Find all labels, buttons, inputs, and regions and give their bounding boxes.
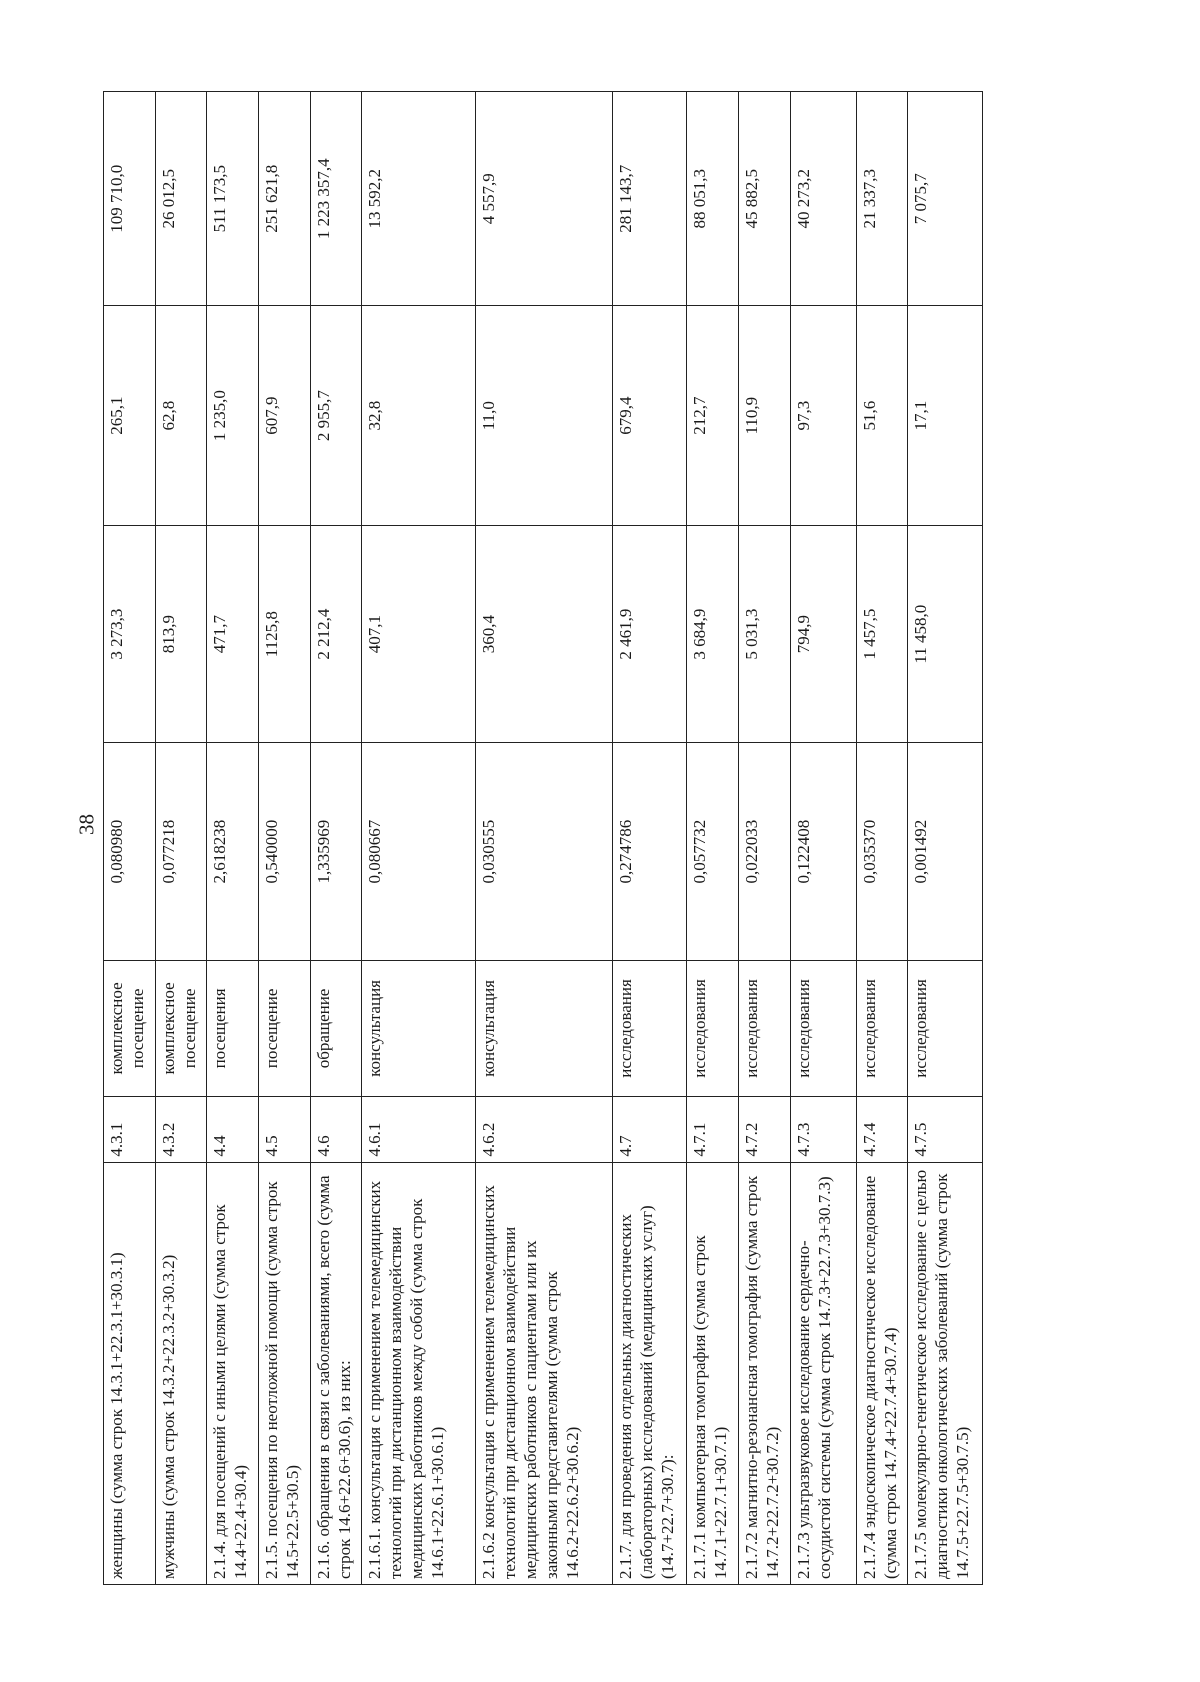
- table-row: [476, 92, 612, 1585]
- row-name: 2.1.7.3 ультразвуковое исследование сердечно-сосудистой системы (сумма строк 14.7.3+22.7.3+30.7.3): [790, 1162, 856, 1584]
- row-code: 4.3.1: [104, 1097, 156, 1163]
- row-name: 2.1.5. посещения по неотложной помощи (сумма строк 14.5+22.5+30.5): [258, 1162, 310, 1584]
- row-name: мужчины (сумма строк 14.3.2+22.3.2+30.3.2): [155, 1162, 207, 1584]
- row-total: 21 337,3: [856, 92, 908, 306]
- row-code: 4.7.1: [687, 1097, 739, 1163]
- table-row: [856, 92, 908, 1585]
- row-name: 2.1.6.2 консультация с применением телемедицинских технологий при дистанционном взаимодействии медицинских работников с пациентами или их законными представителями (сумма строк 14.6.2+22.6.2+30.6.2): [476, 1162, 612, 1584]
- row-cost: 360,4: [476, 525, 612, 742]
- table-row: [104, 92, 156, 1585]
- row-norm: 0,540000: [258, 743, 310, 960]
- row-per-capita: 110,9: [739, 306, 791, 526]
- row-total: 45 882,5: [739, 92, 791, 306]
- row-per-capita: 2 955,7: [310, 306, 362, 526]
- row-unit: посещения: [207, 960, 259, 1096]
- rotated-table-container: [103, 91, 983, 1585]
- row-total: 13 592,2: [362, 92, 476, 306]
- row-per-capita: 679,4: [612, 306, 687, 526]
- row-cost: 2 212,4: [310, 525, 362, 742]
- row-cost: 11 458,0: [908, 525, 983, 742]
- row-cost: 794,9: [790, 525, 856, 742]
- row-unit: исследования: [687, 960, 739, 1096]
- row-cost: 407,1: [362, 525, 476, 742]
- row-name: 2.1.6. обращения в связи с заболеваниями, всего (сумма строк 14.6+22.6+30.6), из них:: [310, 1162, 362, 1584]
- row-cost: 471,7: [207, 525, 259, 742]
- row-per-capita: 265,1: [104, 306, 156, 526]
- row-unit: посещение: [258, 960, 310, 1096]
- row-norm: 0,057732: [687, 743, 739, 960]
- row-unit: обращение: [310, 960, 362, 1096]
- row-per-capita: 212,7: [687, 306, 739, 526]
- row-norm: 0,077218: [155, 743, 207, 960]
- row-total: 511 173,5: [207, 92, 259, 306]
- row-per-capita: 62,8: [155, 306, 207, 526]
- row-code: 4.7.5: [908, 1097, 983, 1163]
- row-code: 4.7: [612, 1097, 687, 1163]
- row-per-capita: 32,8: [362, 306, 476, 526]
- row-code: 4.7.4: [856, 1097, 908, 1163]
- row-total: 109 710,0: [104, 92, 156, 306]
- row-total: 251 621,8: [258, 92, 310, 306]
- row-total: 4 557,9: [476, 92, 612, 306]
- row-unit: исследования: [739, 960, 791, 1096]
- row-per-capita: 607,9: [258, 306, 310, 526]
- row-norm: 0,274786: [612, 743, 687, 960]
- row-norm: 0,022033: [739, 743, 791, 960]
- row-name: 2.1.7.4 эндоскопическое диагностическое исследование (сумма строк 14.7.4+22.7.4+30.7.4): [856, 1162, 908, 1584]
- row-norm: 0,030555: [476, 743, 612, 960]
- row-unit: комплексное посещение: [155, 960, 207, 1096]
- row-total: 88 051,3: [687, 92, 739, 306]
- row-norm: 0,080667: [362, 743, 476, 960]
- page-number: 38: [74, 814, 99, 835]
- row-code: 4.6.1: [362, 1097, 476, 1163]
- row-cost: 2 461,9: [612, 525, 687, 742]
- row-norm: 0,035370: [856, 743, 908, 960]
- row-norm: 0,001492: [908, 743, 983, 960]
- row-total: 26 012,5: [155, 92, 207, 306]
- row-name: 2.1.7.1 компьютерная томография (сумма строк 14.7.1+22.7.1+30.7.1): [687, 1162, 739, 1584]
- row-unit: консультация: [476, 960, 612, 1096]
- row-norm: 0,122408: [790, 743, 856, 960]
- table-row: [612, 92, 687, 1585]
- row-code: 4.6: [310, 1097, 362, 1163]
- row-code: 4.5: [258, 1097, 310, 1163]
- table-row: [362, 92, 476, 1585]
- row-per-capita: 17,1: [908, 306, 983, 526]
- row-cost: 3 684,9: [687, 525, 739, 742]
- row-code: 4.7.2: [739, 1097, 791, 1163]
- row-total: 1 223 357,4: [310, 92, 362, 306]
- row-code: 4.7.3: [790, 1097, 856, 1163]
- row-name: женщины (сумма строк 14.3.1+22.3.1+30.3.1): [104, 1162, 156, 1584]
- row-unit: исследования: [856, 960, 908, 1096]
- row-code: 4.3.2: [155, 1097, 207, 1163]
- row-per-capita: 11,0: [476, 306, 612, 526]
- row-per-capita: 97,3: [790, 306, 856, 526]
- row-unit: исследования: [790, 960, 856, 1096]
- table-row: [155, 92, 207, 1585]
- row-total: 40 273,2: [790, 92, 856, 306]
- row-per-capita: 1 235,0: [207, 306, 259, 526]
- row-name: 2.1.7.5 молекулярно-генетическое исследование с целью диагностики онкологических заболеваний (сумма строк 14.7.5+22.7.5+30.7.5): [908, 1162, 983, 1584]
- data-table: [103, 91, 983, 1585]
- row-name: 2.1.6.1. консультация с применением телемедицинских технологий при дистанционном взаимодействии медицинских работников между собой (сумма строк 14.6.1+22.6.1+30.6.1): [362, 1162, 476, 1584]
- row-name: 2.1.7.2 магнитно-резонансная томография (сумма строк 14.7.2+22.7.2+30.7.2): [739, 1162, 791, 1584]
- table-row: [790, 92, 856, 1585]
- table-row: [739, 92, 791, 1585]
- row-cost: 3 273,3: [104, 525, 156, 742]
- row-cost: 5 031,3: [739, 525, 791, 742]
- row-unit: консультация: [362, 960, 476, 1096]
- row-cost: 1 457,5: [856, 525, 908, 742]
- row-total: 7 075,7: [908, 92, 983, 306]
- row-code: 4.4: [207, 1097, 259, 1163]
- table-row: [687, 92, 739, 1585]
- table-row: [207, 92, 259, 1585]
- row-total: 281 143,7: [612, 92, 687, 306]
- row-unit: комплексное посещение: [104, 960, 156, 1096]
- row-name: 2.1.7. для проведения отдельных диагностических (лабораторных) исследований (медицинских услуг)(14.7+22.7+30.7):: [612, 1162, 687, 1584]
- row-per-capita: 51,6: [856, 306, 908, 526]
- table-row: [908, 92, 983, 1585]
- table-row: [258, 92, 310, 1585]
- row-code: 4.6.2: [476, 1097, 612, 1163]
- row-norm: 0,080980: [104, 743, 156, 960]
- row-cost: 813,9: [155, 525, 207, 742]
- row-unit: исследования: [908, 960, 983, 1096]
- row-unit: исследования: [612, 960, 687, 1096]
- table-row: [310, 92, 362, 1585]
- row-norm: 1,335969: [310, 743, 362, 960]
- row-norm: 2,618238: [207, 743, 259, 960]
- row-name: 2.1.4. для посещений с иными целями (сумма строк 14.4+22.4+30.4): [207, 1162, 259, 1584]
- row-cost: 1125,8: [258, 525, 310, 742]
